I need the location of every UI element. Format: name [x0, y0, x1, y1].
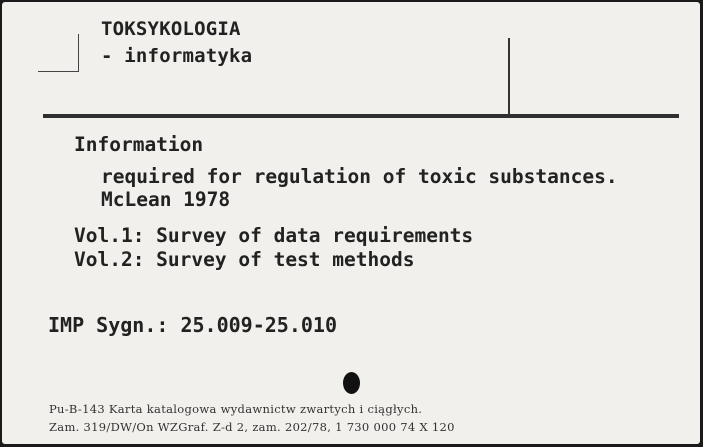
left-bracket-vertical [78, 34, 79, 72]
entry-volume-2: Vol.2: Survey of test methods [74, 248, 415, 271]
subject-subheading: - informatyka [101, 45, 253, 67]
right-bracket-vertical [508, 38, 510, 116]
printer-footer-line-2: Zam. 319/DW/On WZGraf. Z-d 2, zam. 202/78, 1 730 000 74 X 120 [49, 420, 455, 434]
entry-volume-1: Vol.1: Survey of data requirements [74, 224, 474, 247]
entry-title: required for regulation of toxic substances. [101, 165, 618, 188]
catalog-card [2, 2, 700, 444]
call-number: IMP Sygn.: 25.009-25.010 [48, 313, 337, 337]
left-bracket-horizontal [38, 71, 79, 72]
subject-heading: TOKSYKOLOGIA [101, 18, 241, 40]
entry-author-year: McLean 1978 [101, 188, 231, 211]
printer-footer-line-1: Pu-B-143 Karta katalogowa wydawnictw zwartych i ciągłych. [49, 402, 423, 416]
header-rule [43, 114, 679, 118]
punch-hole [343, 372, 360, 394]
entry-heading: Information [74, 133, 204, 156]
